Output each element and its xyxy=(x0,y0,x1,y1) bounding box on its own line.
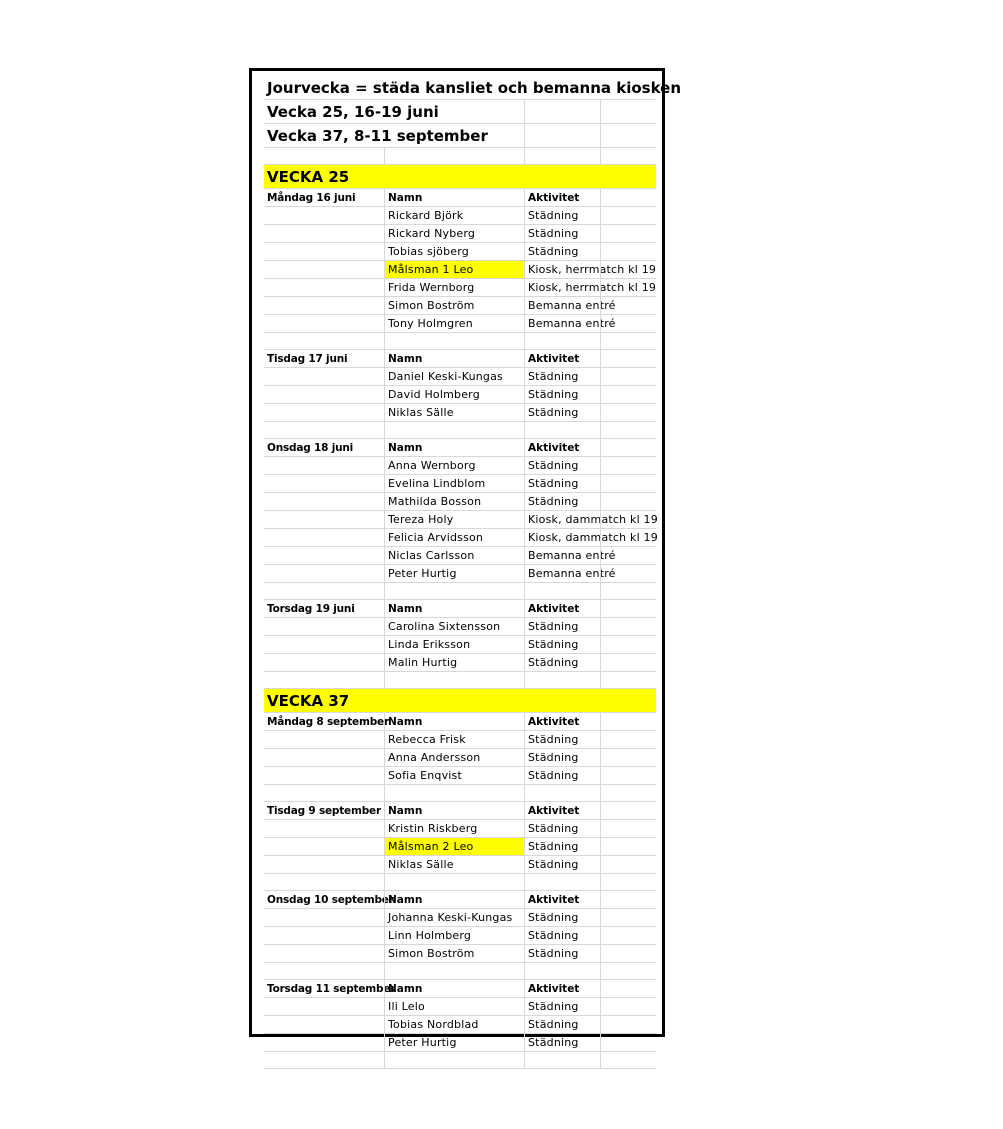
person-name: Rebecca Frisk xyxy=(384,731,524,748)
table-row xyxy=(264,654,656,672)
spacer-row xyxy=(264,672,656,689)
activity: Bemanna entré xyxy=(524,547,600,564)
spacer-row xyxy=(264,583,656,600)
activity: Städning xyxy=(524,1034,600,1051)
person-name: Anna Andersson xyxy=(384,749,524,766)
person-name: Simon Boström xyxy=(384,945,524,962)
column-header-name: Namn xyxy=(384,802,524,819)
activity: Kiosk, dammatch kl 19 xyxy=(524,529,600,546)
person-name: Peter Hurtig xyxy=(384,1034,524,1051)
day-label: Tisdag 17 juni xyxy=(267,352,348,365)
person-name: Tobias Nordblad xyxy=(384,1016,524,1033)
activity: Städning xyxy=(524,909,600,926)
table-row xyxy=(264,386,656,404)
spacer-row xyxy=(264,1052,656,1069)
title-row xyxy=(264,76,682,100)
table-row xyxy=(264,207,656,225)
week-header-row xyxy=(264,689,656,713)
activity: Städning xyxy=(524,636,600,653)
activity: Bemanna entré xyxy=(524,565,600,582)
person-name: Niklas Sälle xyxy=(384,404,524,421)
column-header-name: Namn xyxy=(384,713,524,730)
person-name: Mathilda Bosson xyxy=(384,493,524,510)
activity: Kiosk, dammatch kl 19 xyxy=(524,511,600,528)
person-name: Daniel Keski-Kungas xyxy=(384,368,524,385)
table-row xyxy=(264,511,656,529)
person-name: Peter Hurtig xyxy=(384,565,524,582)
column-header-activity: Aktivitet xyxy=(524,600,600,617)
table-row xyxy=(264,261,656,279)
table-row xyxy=(264,945,656,963)
activity: Städning xyxy=(524,457,600,474)
person-name: Sofia Enqvist xyxy=(384,767,524,784)
table-row xyxy=(264,547,656,565)
activity: Städning xyxy=(524,749,600,766)
spacer-row xyxy=(264,148,656,165)
table-row xyxy=(264,1034,656,1052)
activity: Städning xyxy=(524,927,600,944)
person-name: Målsman 1 Leo xyxy=(384,261,524,278)
table-row xyxy=(264,749,656,767)
sheet-title: Jourvecka = städa kansliet och bemanna kiosken xyxy=(267,78,682,97)
activity: Städning xyxy=(524,731,600,748)
day-label: Onsdag 18 juni xyxy=(267,441,354,454)
person-name: Målsman 2 Leo xyxy=(384,838,524,855)
column-header-activity: Aktivitet xyxy=(524,980,600,997)
table-row xyxy=(264,315,656,333)
activity: Städning xyxy=(524,386,600,403)
column-header-name: Namn xyxy=(384,600,524,617)
activity: Städning xyxy=(524,243,600,260)
column-header-name: Namn xyxy=(384,980,524,997)
week-label: VECKA 25 xyxy=(264,165,656,188)
person-name: Kristin Riskberg xyxy=(384,820,524,837)
person-name: Carolina Sixtensson xyxy=(384,618,524,635)
person-name: Evelina Lindblom xyxy=(384,475,524,492)
column-header-name: Namn xyxy=(384,439,524,456)
activity: Städning xyxy=(524,820,600,837)
table-row xyxy=(264,856,656,874)
subtitle-row-1 xyxy=(264,100,656,124)
activity: Städning xyxy=(524,998,600,1015)
table-row xyxy=(264,636,656,654)
person-name: Johanna Keski-Kungas xyxy=(384,909,524,926)
table-row xyxy=(264,493,656,511)
table-row xyxy=(264,767,656,785)
spacer-row xyxy=(264,333,656,350)
person-name: Anna Wernborg xyxy=(384,457,524,474)
table-row xyxy=(264,529,656,547)
activity: Städning xyxy=(524,838,600,855)
activity: Städning xyxy=(524,767,600,784)
activity: Städning xyxy=(524,618,600,635)
column-header-name: Namn xyxy=(384,891,524,908)
person-name: Niclas Carlsson xyxy=(384,547,524,564)
table-row xyxy=(264,927,656,945)
activity: Städning xyxy=(524,654,600,671)
activity: Kiosk, herrmatch kl 19 xyxy=(524,261,600,278)
column-header-activity: Aktivitet xyxy=(524,891,600,908)
person-name: David Holmberg xyxy=(384,386,524,403)
table-row xyxy=(264,243,656,261)
week-25-dates: Vecka 25, 16-19 juni xyxy=(267,102,439,121)
activity: Städning xyxy=(524,493,600,510)
activity: Städning xyxy=(524,856,600,873)
table-row xyxy=(264,909,656,927)
day-header-row xyxy=(264,802,656,820)
spacer-row xyxy=(264,785,656,802)
table-row xyxy=(264,731,656,749)
person-name: Tobias sjöberg xyxy=(384,243,524,260)
day-label: Måndag 16 juni xyxy=(267,191,356,204)
person-name: Malin Hurtig xyxy=(384,654,524,671)
activity: Bemanna entré xyxy=(524,297,600,314)
day-header-row xyxy=(264,891,656,909)
spacer-row xyxy=(264,874,656,891)
day-label: Torsdag 19 juni xyxy=(267,602,355,615)
table-row xyxy=(264,225,656,243)
column-header-activity: Aktivitet xyxy=(524,350,600,367)
table-row xyxy=(264,565,656,583)
day-header-row xyxy=(264,439,656,457)
day-header-row xyxy=(264,189,656,207)
person-name: Tony Holmgren xyxy=(384,315,524,332)
activity: Kiosk, herrmatch kl 19 xyxy=(524,279,600,296)
person-name: Niklas Sälle xyxy=(384,856,524,873)
person-name: Linda Eriksson xyxy=(384,636,524,653)
day-label: Måndag 8 september xyxy=(267,715,389,728)
table-row xyxy=(264,618,656,636)
person-name: Felicia Arvidsson xyxy=(384,529,524,546)
day-header-row xyxy=(264,980,656,998)
activity: Städning xyxy=(524,368,600,385)
table-row xyxy=(264,998,656,1016)
day-header-row xyxy=(264,713,656,731)
activity: Städning xyxy=(524,404,600,421)
table-row xyxy=(264,475,656,493)
table-row xyxy=(264,404,656,422)
table-row xyxy=(264,457,656,475)
table-row xyxy=(264,1016,656,1034)
column-header-name: Namn xyxy=(384,350,524,367)
schedule-rows xyxy=(264,76,682,1069)
day-label: Tisdag 9 september xyxy=(267,804,381,817)
day-header-row xyxy=(264,350,656,368)
column-header-activity: Aktivitet xyxy=(524,713,600,730)
day-label: Onsdag 10 september xyxy=(267,893,394,906)
schedule-sheet xyxy=(249,68,682,1049)
subtitle-row-2 xyxy=(264,124,656,148)
spacer-row xyxy=(264,963,656,980)
table-row xyxy=(264,297,656,315)
week-header-row xyxy=(264,165,656,189)
activity: Bemanna entré xyxy=(524,315,600,332)
activity: Städning xyxy=(524,207,600,224)
person-name: Frida Wernborg xyxy=(384,279,524,296)
day-label: Torsdag 11 september xyxy=(267,982,396,995)
day-header-row xyxy=(264,600,656,618)
column-header-name: Namn xyxy=(384,189,524,206)
activity: Städning xyxy=(524,1016,600,1033)
table-row xyxy=(264,368,656,386)
table-row xyxy=(264,279,656,297)
person-name: Ili Lelo xyxy=(384,998,524,1015)
column-header-activity: Aktivitet xyxy=(524,189,600,206)
activity: Städning xyxy=(524,475,600,492)
table-row xyxy=(264,838,656,856)
spacer-row xyxy=(264,422,656,439)
person-name: Tereza Holy xyxy=(384,511,524,528)
column-header-activity: Aktivitet xyxy=(524,439,600,456)
person-name: Rickard Nyberg xyxy=(384,225,524,242)
table-row xyxy=(264,820,656,838)
person-name: Rickard Björk xyxy=(384,207,524,224)
week-37-dates: Vecka 37, 8-11 september xyxy=(267,126,488,145)
person-name: Linn Holmberg xyxy=(384,927,524,944)
column-header-activity: Aktivitet xyxy=(524,802,600,819)
activity: Städning xyxy=(524,945,600,962)
activity: Städning xyxy=(524,225,600,242)
person-name: Simon Boström xyxy=(384,297,524,314)
week-label: VECKA 37 xyxy=(264,689,656,712)
